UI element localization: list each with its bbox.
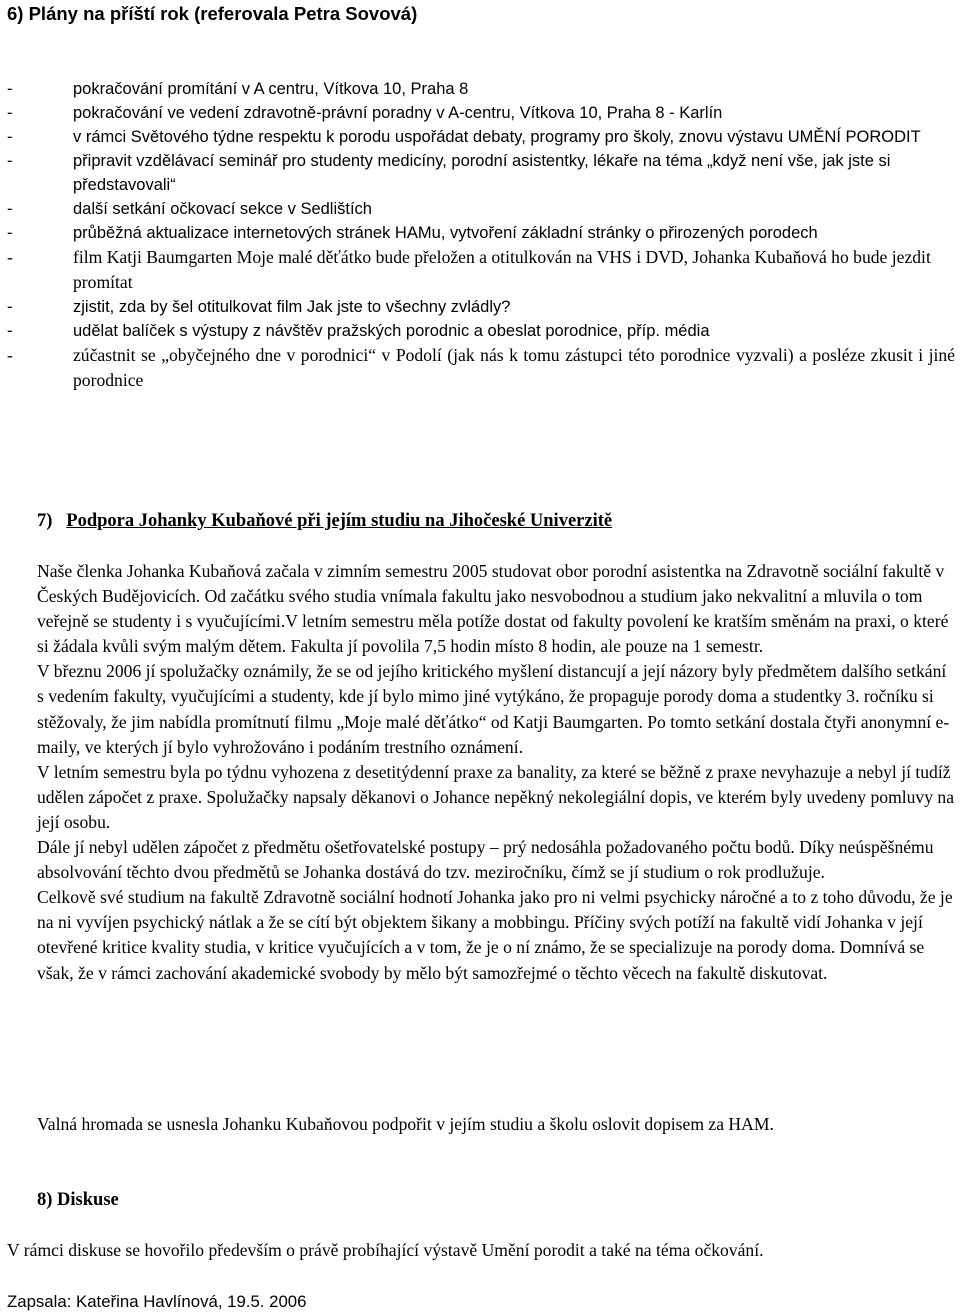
plans-item-text: připravit vzdělávací seminář pro studenty medicíny, porodní asistentky, lékaře na téma „když není vše, jak jste si představovali“ bbox=[73, 152, 891, 194]
paragraph: V březnu 2006 jí spolužačky oznámily, že se od jejího kritického myšlení distancují a její názory byly předmětem dalšího setkání s vedením fakulty, vyučujícími a studenty, kde jí bylo mimo jiné vytýkáno, že propaguje porody doma a studentky 3. ročníku si stěžovaly, že jim nabídla promítnutí filmu „Moje malé děťátko“ od Katji Baumgarten. Po tomto setkání dostala čtyři anonymní e-maily, ve kterých jí bylo vyhrožováno i podáním trestního oznámení. bbox=[37, 661, 950, 757]
paragraph: V letním semestru byla po týdnu vyhozena z desetitýdenní praxe za banality, za které se běžně z praxe nevyhazuje a nebyl jí tudíž udělen zápočet z praxe. Spolužačky napsaly děkanovi o Johance nepěkný nekolegiální dopis, ve kterém byly uvedeny pomluvy na její osobu. bbox=[37, 761, 955, 832]
plans-item-text: průběžná aktualizace internetových stránek HAMu, vytvoření základní stránky o přirozených porodech bbox=[73, 224, 818, 242]
plans-list-item bbox=[7, 149, 955, 197]
paragraph: Celkově své studium na fakultě Zdravotně sociální hodnotí Johanka jako pro ni velmi psychicky náročné a to z toho důvodu, že je na ni vyvíjen psychický nátlak a že se cítí být objektem šikany a mobbingu. Příčiny svých potíží na fakultě vidí Johanka v její otevřené kritice kvality studia, v kritice vyučujících a v tom, že je o ní známo, že se specializuje na porody doma. Domnívá se však, že v rámci zachování akademické svobody by mělo být samozřejmé o těchto věcech na fakultě diskutovat. bbox=[37, 887, 953, 983]
paragraph: Dále jí nebyl udělen zápočet z předmětu ošetřovatelské postupy – prý nedosáhla požadovaného počtu bodů. Díky neúspěšnému absolvování těchto dvou předmětů se Johanka dostává do tzv. meziročníku, čímž se jí studium o rok prodlužuje. bbox=[37, 837, 934, 883]
plans-list-item bbox=[7, 343, 955, 393]
list-dash: - bbox=[7, 298, 13, 316]
discussion-text: V rámci diskuse se hovořilo především o právě probíhající výstavě Umění porodit a také na téma očkování. bbox=[7, 1240, 764, 1260]
plans-list-item bbox=[7, 197, 955, 221]
list-dash: - bbox=[7, 200, 13, 218]
section-7-body bbox=[37, 559, 957, 986]
list-dash: - bbox=[7, 80, 13, 98]
plans-item-text: zjistit, zda by šel otitulkovat film Jak jste to všechny zvládly? bbox=[73, 298, 511, 316]
plans-item-text: film Katji Baumgarten Moje malé děťátko bude přeložen a otitulkován na VHS i DVD, Johanka Kubaňová ho bude jezdit promítat bbox=[73, 247, 931, 292]
minutes-signature: Zapsala: Kateřina Havlínová, 19.5. 2006 bbox=[7, 1292, 307, 1311]
section-7-heading bbox=[37, 508, 612, 534]
plans-item-text: další setkání očkovací sekce v Sedlištích bbox=[73, 200, 372, 218]
list-dash: - bbox=[7, 247, 13, 267]
list-dash: - bbox=[7, 104, 13, 122]
plans-list bbox=[7, 77, 955, 393]
list-dash: - bbox=[7, 128, 13, 146]
plans-list-item bbox=[7, 125, 955, 149]
list-dash: - bbox=[7, 152, 13, 170]
list-dash: - bbox=[7, 224, 13, 242]
paragraph: Naše členka Johanka Kubaňová začala v zimním semestru 2005 studovat obor porodní asistentka na Zdravotně sociální fakultě v Českých Budějovicích. Od začátku svého studia vnímala fakultu jako nesvobodnou a studium jako nekvalitní a mluvila o tom veřejně se studenty i s vyučujícími.V letním semestru měla potíže dostat od fakulty povolení ke kratším směnám na praxi, o které si žádala kvůli svým malým dětem. Fakulta jí povolila 7,5 hodin místo 8 hodin, ale pouze na 1 semestr. bbox=[37, 561, 949, 657]
plans-item-text: pokračování ve vedení zdravotně-právní poradny v A-centru, Vítkova 10, Praha 8 - Karlín bbox=[73, 104, 723, 122]
plans-list-item bbox=[7, 245, 955, 295]
list-dash: - bbox=[7, 345, 13, 365]
general-assembly-resolution: Valná hromada se usnesla Johanku Kubaňovou podpořit v jejím studiu a školu oslovit dopisem za HAM. bbox=[37, 1114, 774, 1134]
plans-item-text: pokračování promítání v A centru, Vítkova 10, Praha 8 bbox=[73, 80, 469, 98]
section-7-title: Podpora Johanky Kubaňové při jejím studiu na Jihočeské Univerzitě bbox=[66, 511, 613, 531]
plans-item-text: udělat balíček s výstupy z návštěv pražských porodnic a obeslat porodnice, příp. média bbox=[73, 322, 710, 340]
plans-item-text: v rámci Světového týdne respektu k porodu uspořádat debaty, programy pro školy, znovu výstavu UMĚNÍ PORODIT bbox=[73, 128, 921, 146]
section-8-heading: 8) Diskuse bbox=[37, 1190, 119, 1210]
plans-list-item bbox=[7, 77, 955, 101]
section-7-number: 7) bbox=[37, 511, 53, 531]
section-6-heading: 6) Plány na příští rok (referovala Petra Sovová) bbox=[7, 3, 418, 24]
plans-list-item bbox=[7, 101, 955, 125]
plans-item-text: zúčastnit se „obyčejného dne v porodnici“ v Podolí (jak nás k tomu zástupci této porodnice vyzvali) a posléze zkusit i jiné porodnice bbox=[73, 345, 955, 390]
plans-list-item bbox=[7, 319, 955, 343]
plans-list-item bbox=[7, 295, 955, 319]
plans-list-item bbox=[7, 221, 955, 245]
list-dash: - bbox=[7, 322, 13, 340]
